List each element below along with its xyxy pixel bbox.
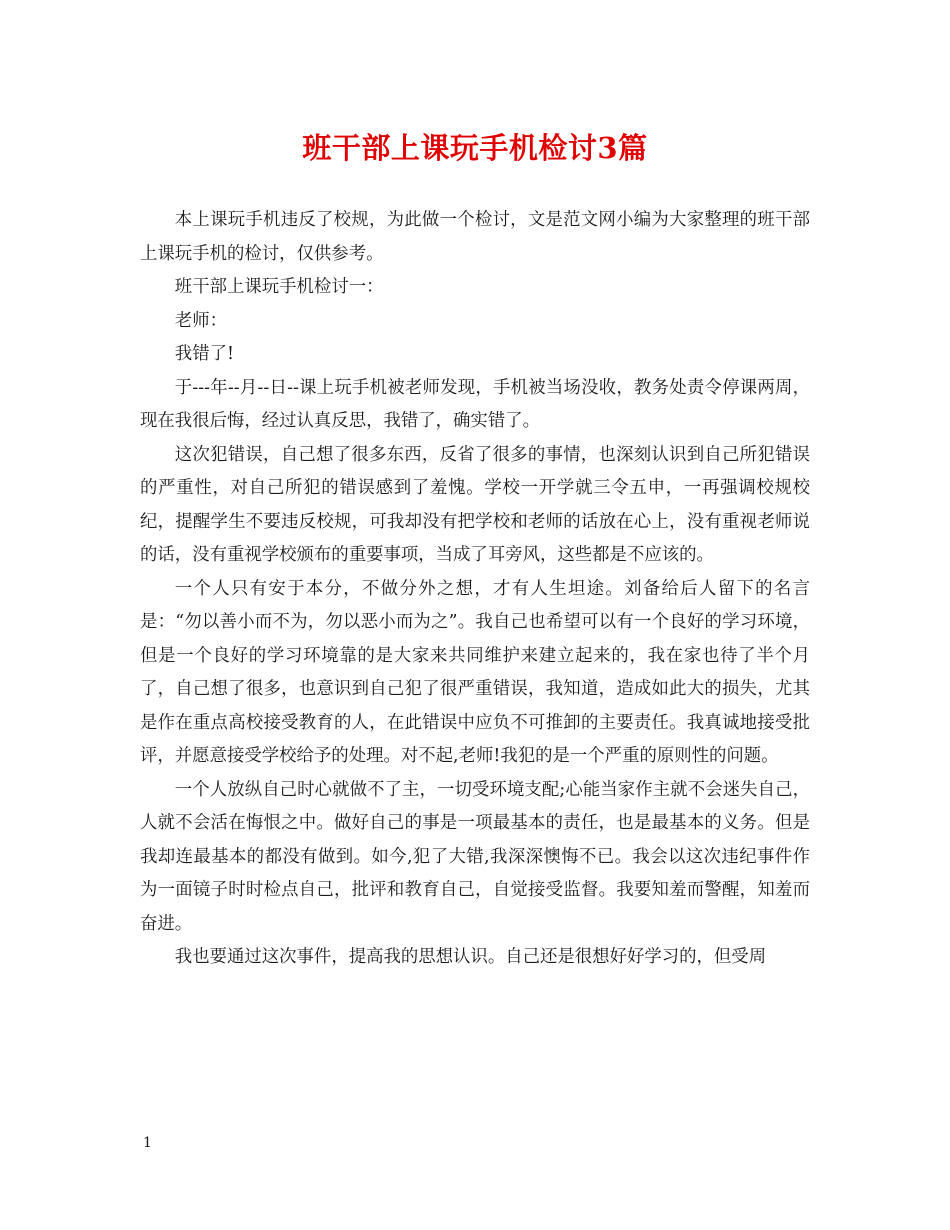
paragraph-incident: 于---年--月--日--课上玩手机被老师发现，手机被当场没收，教务处责令停课两周，现在我很后悔，经过认真反思，我错了，确实错了。 [140, 377, 810, 431]
paragraph-intro: 本上课玩手机违反了校规，为此做一个检讨，文是范文网小编为大家整理的班干部上课玩手机的检讨，仅供参考。 [140, 210, 810, 264]
paragraph-self-control: 一个人放纵自己时心就做不了主，一切受环境支配;心能当家作主就不会迷失自己，人就不会活在悔恨之中。做好自己的事是一项最基本的责任，也是最基本的义务。但是我却连最基本的都没有做到。如今,犯了大错,我深深懊悔不已。我会以这次违纪事件作为一面镜子时时检点自己，批评和教育自己，自觉接受监督。我要知羞而警醒，知羞而奋进。 [140, 779, 810, 934]
paragraph-heading-one: 班干部上课玩手机检讨一： [174, 277, 384, 297]
document-body [140, 204, 810, 975]
page-number: 1 [143, 1135, 152, 1151]
paragraph-continuation: 我也要通过这次事件，提高我的思想认识。自己还是很想好好学习的，但受周 [174, 947, 767, 967]
paragraph-salutation: 老师： [174, 310, 227, 331]
page-title: 班干部上课玩手机检讨3篇 [302, 131, 648, 165]
paragraph-principle: 一个人只有安于本分，不做分外之想，才有人生坦途。刘备给后人留下的名言是：“勿以善小而不为，勿以恶小而为之”。我自己也希望可以有一个良好的学习环境，但是一个良好的学习环境靠的是大家来共同维护来建立起来的，我在家也待了半个月了，自己想了很多，也意识到自己犯了很严重错误，我知道，造成如此大的损失，尤其是作在重点高校接受教育的人，在此错误中应负不可推卸的主要责任。我真诚地接受批评，并愿意接受学校给予的处理。对不起,老师!我犯的是一个严重的原则性的问题。 [140, 578, 810, 766]
paragraph-admission: 我错了! [174, 344, 234, 364]
paragraph-reflection: 这次犯错误，自己想了很多东西，反省了很多的事情，也深刻认识到自己所犯错误的严重性，对自己所犯的错误感到了羞愧。学校一开学就三令五申，一再强调校规校纪，提醒学生不要违反校规，可我却没有把学校和老师的话放在心上，没有重视老师说的话，没有重视学校颁布的重要事项，当成了耳旁风，这些都是不应该的。 [140, 444, 810, 565]
